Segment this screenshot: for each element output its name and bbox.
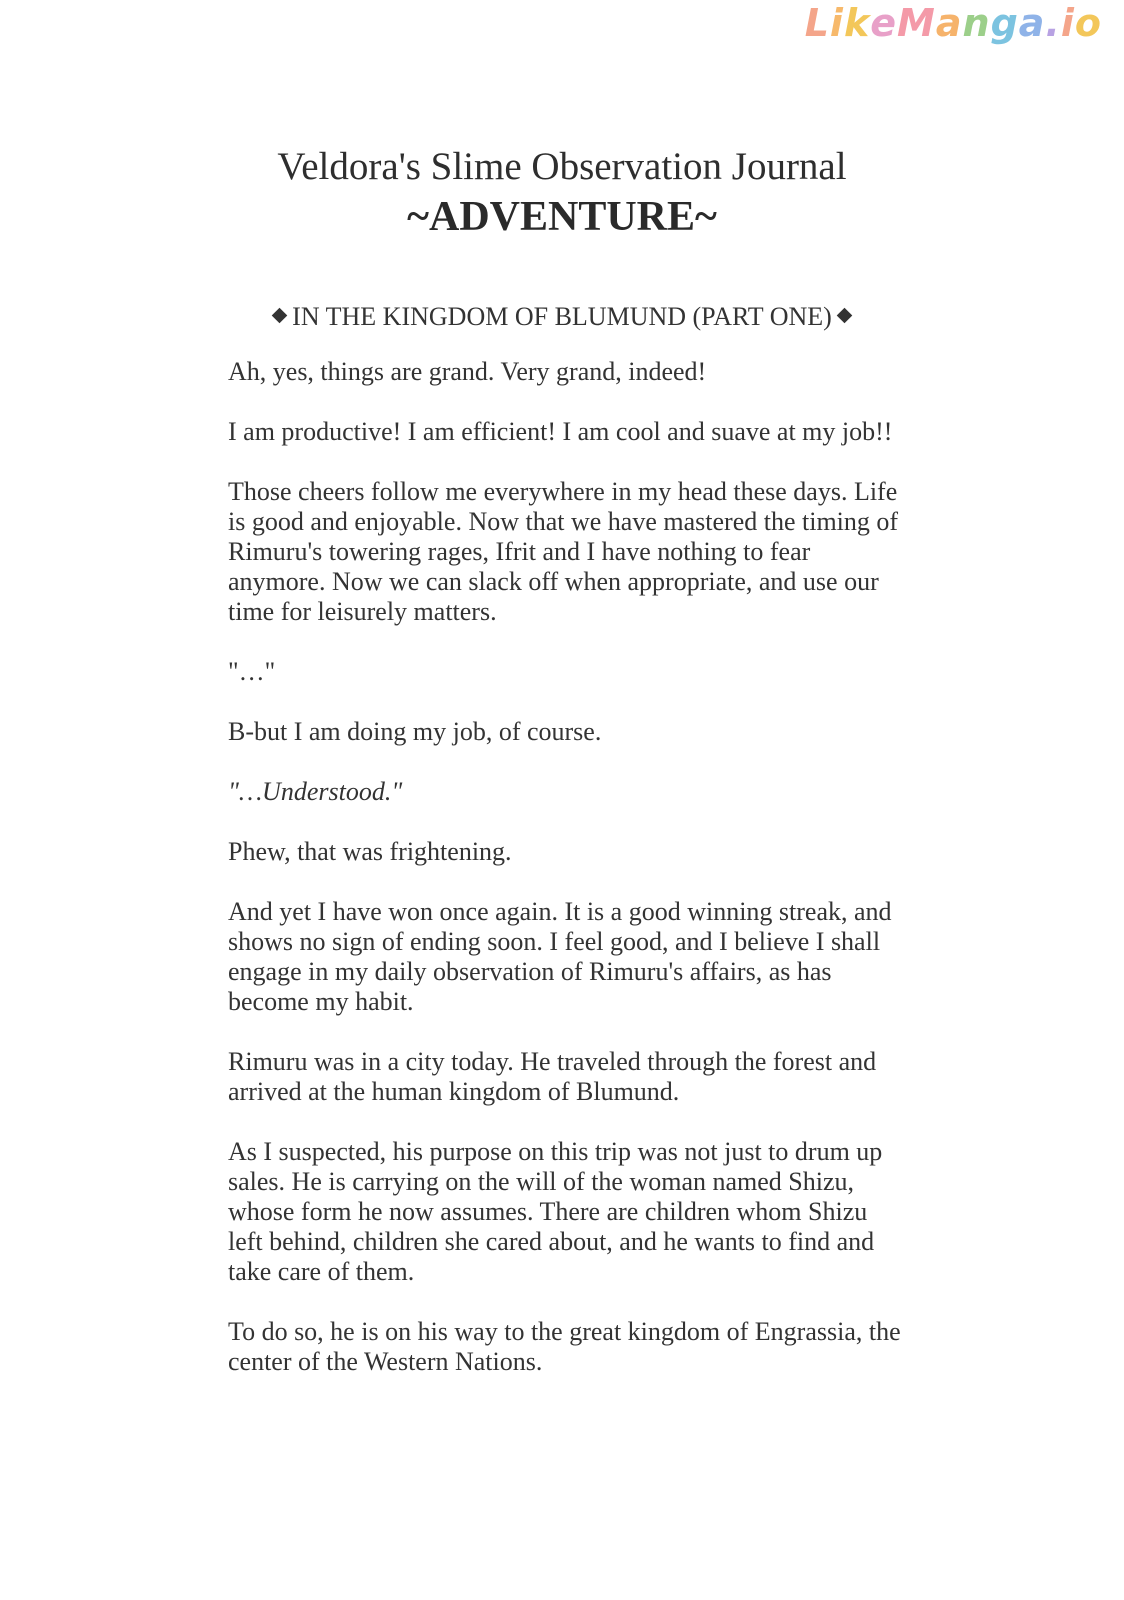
watermark-letter: e [870,1,898,45]
paragraph: Rimuru was in a city today. He traveled through the forest and arrived at the human kingdom of Blumund. [228,1047,877,1106]
paragraph: B-but I am doing my job, of course. [228,717,602,746]
paragraph: To do so, he is on his way to the great kingdom of Engrassia, the center of the Western Nations. [228,1317,901,1376]
paragraph: I am productive! I am efficient! I am cool and suave at my job!! [228,417,893,446]
journal-title: Veldora's Slime Observation Journal [277,145,847,188]
watermark-letter: n [962,1,991,45]
paragraph: Ah, yes, things are grand. Very grand, indeed! [228,357,707,386]
watermark-letter: a [1018,1,1046,45]
paragraph-italic: "…Understood." [228,777,403,806]
watermark-letter: i [1060,1,1075,45]
paragraph: "…" [228,657,276,686]
journal-subtitle: ~ADVENTURE~ [407,194,717,240]
watermark-letter: a [935,1,963,45]
watermark-letter: M [897,1,936,45]
watermark-letter: o [1074,1,1102,45]
watermark-letter: i [829,1,844,45]
section-heading-text: IN THE KINGDOM OF BLUMUND (PART ONE) [292,302,832,331]
site-watermark [805,2,1102,44]
paragraph: Those cheers follow me everywhere in my head these days. Life is good and enjoyable. Now that we have mastered the timing of Rimuru's towering rages, Ifrit and I have nothing to fear anymore. Now we can slack off when appropriate, and use our time for leisurely matters. [228,477,899,626]
paragraph: And yet I have won once again. It is a good winning streak, and shows no sign of ending soon. I feel good, and I believe I shall engage in my daily observation of Rimuru's affairs, as has become my habit. [228,897,892,1016]
diamond-bullet-icon [272,308,288,324]
journal-title-block [0,143,1124,243]
section-heading [0,300,1124,334]
journal-body [228,357,908,1407]
diamond-bullet-icon [837,308,853,324]
paragraph: Phew, that was frightening. [228,837,512,866]
paragraph: As I suspected, his purpose on this trip was not just to drum up sales. He is carrying on the will of the woman named Shizu, whose form he now assumes. There are children whom Shizu left behind, children she cared about, and he wants to find and take care of them. [228,1137,883,1286]
watermark-letter: g [990,1,1019,45]
watermark-letter: k [843,1,871,45]
watermark-letter: L [804,1,830,45]
watermark-letter: . [1045,1,1061,45]
